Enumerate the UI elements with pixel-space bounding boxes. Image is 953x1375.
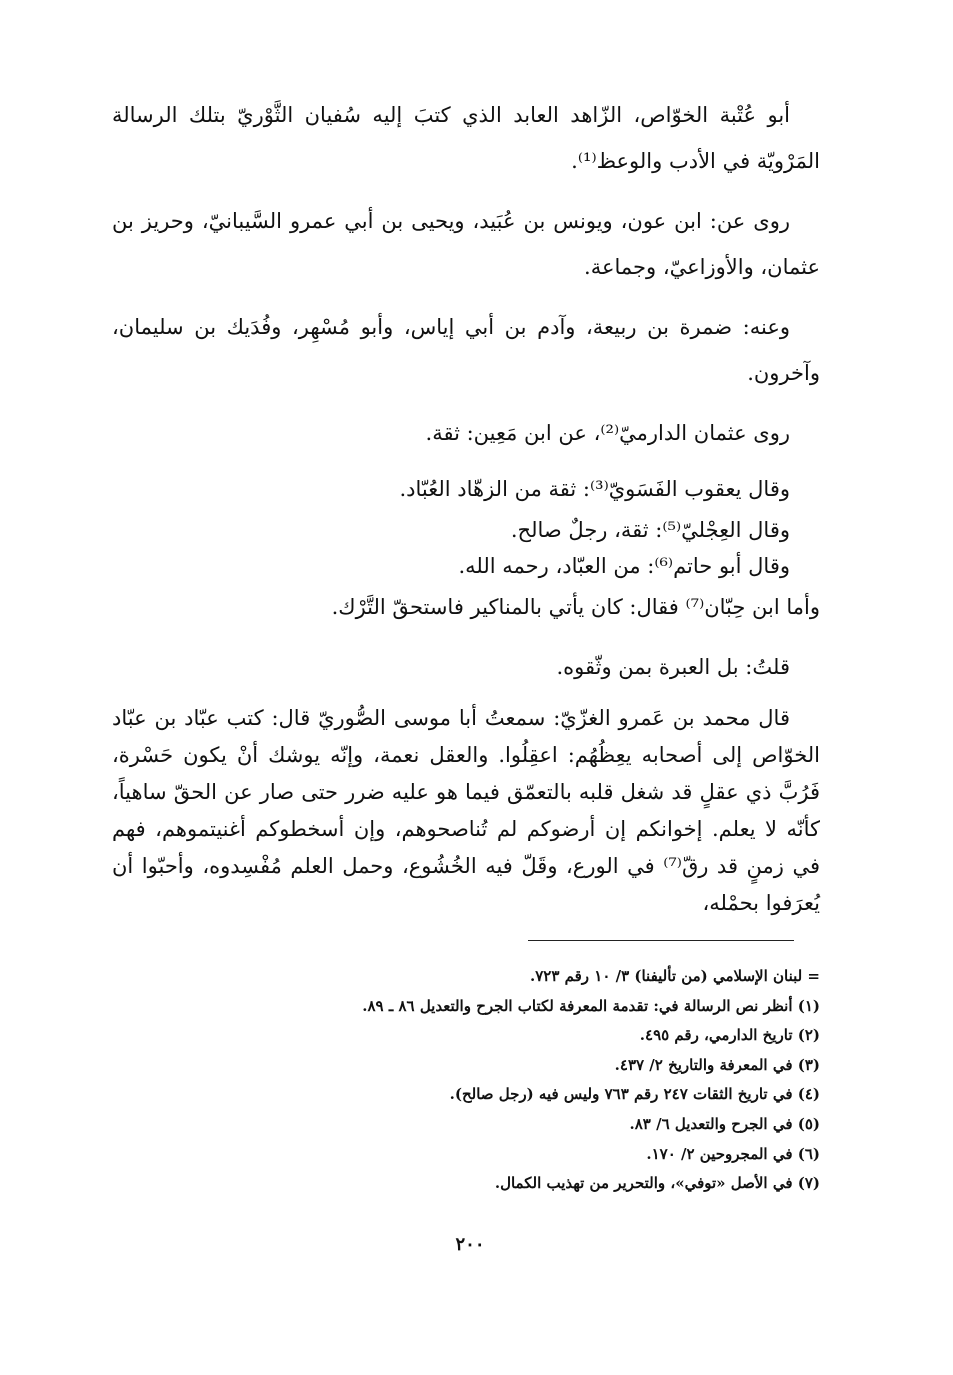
page-number: ٢٠٠ (455, 1234, 485, 1255)
narrated-by-paragraph: وعنه: ضمرة بن ربيعة، وآدم بن أبي إياس، وأبو مُسْهِر، وفُدَيك بن سليمان، وآخرون. (112, 315, 820, 385)
ibn-hibban-line: وأما ابن حِبّان⁽⁷⁾ فقال: كان يأتي بالمناكير فاستحقّ التَّرْك. (331, 595, 820, 619)
ghazzi-paragraph: قال محمد بن عَمرو الغزّيّ: سمعتُ أبا موسى الصُّوريّ قال: كتب عبّاد بن عبّاد الخوّاص إلى أصحابه يعِظُهُم: اعقِلُوا. والعقل نعمة، وإنّه يوشك أنْ يكون حَسْرة، فَرُبَّ ذي عقلٍ قد شغل قلبه بالتعمّق فيما هو عليه ضرر حتى صار عن الحقّ ساهياً، كأنّه لا يعلم. إخوانكم إن أرضوكم لم تُناصحوهم، وإن أسخطوكم أغنيتموهم، فهم في زمنٍ قد رقّ⁽⁷⁾ في الورع، وقَلّ فيه الخُشُوع، وحمل العلم مُفْسِدوه، وأحبّوا أن يُعرَفوا بحمْله، (112, 706, 820, 915)
fasawi-line: وقال يعقوب الفَسَويّ⁽³⁾: ثقة من الزهّاد العُبّاد. (399, 477, 790, 501)
darimi-line: روى عثمان الدارميّ⁽²⁾، عن ابن مَعِين: ثقة. (425, 421, 790, 445)
intro-paragraph: أبو عُتْبة الخوّاص، الزّاهد العابد الذي كتبَ إليه سُفيان الثَّوْريّ بتلك الرسالة المَرْويّة في الأدب والوعظ⁽¹⁾. (112, 103, 820, 173)
footnote-6: (٦) في المجروحين ٢/ ١٧٠. (646, 1144, 820, 1163)
footnote-1: (١) أنظر نص الرسالة في: تقدمة المعرفة لكتاب الجرح والتعديل ٨٦ ـ ٨٩. (362, 996, 820, 1015)
footnote-divider (528, 940, 794, 941)
footnote-continuation: = لبنان الإسلامي (من تأليفنا) ٣/ ١٠ رقم ٧٢٣. (530, 967, 820, 985)
footnote-7: (٧) في الأصل «توفي»، والتحرير من تهذيب الكمال. (494, 1174, 820, 1193)
abu-hatim-line: وقال أبو حاتم⁽⁶⁾: من العبّاد، رحمه الله. (458, 554, 790, 578)
footnote-3: (٣) في المعرفة والتاريخ ٢/ ٤٣٧. (614, 1055, 820, 1074)
qultu-line: قلتُ: بل العبرة بمن وثّقوه. (556, 655, 790, 679)
footnote-2: (٢) تاريخ الدارمي، رقم ٤٩٥. (639, 1026, 820, 1045)
footnote-5: (٥) في الجرح والتعديل ٦/ ٨٣. (629, 1114, 820, 1133)
footnote-4: (٤) في تاريخ الثقات ٢٤٧ رقم ٧٦٣ وليس فيه (رجل صالح). (449, 1085, 820, 1104)
narrated-from-paragraph: روى عن: ابن عون، ويونس بن عُبَيد، ويحيى بن أبي عمرو السَّيبانيّ، وحريز بن عثمان، والأوزاعيّ، وجماعة. (112, 209, 820, 279)
main-text (112, 92, 820, 936)
ijli-line: وقال العِجْليّ⁽⁵⁾: ثقة، رجلٌ صالح. (510, 518, 790, 542)
footnotes (250, 962, 820, 1199)
